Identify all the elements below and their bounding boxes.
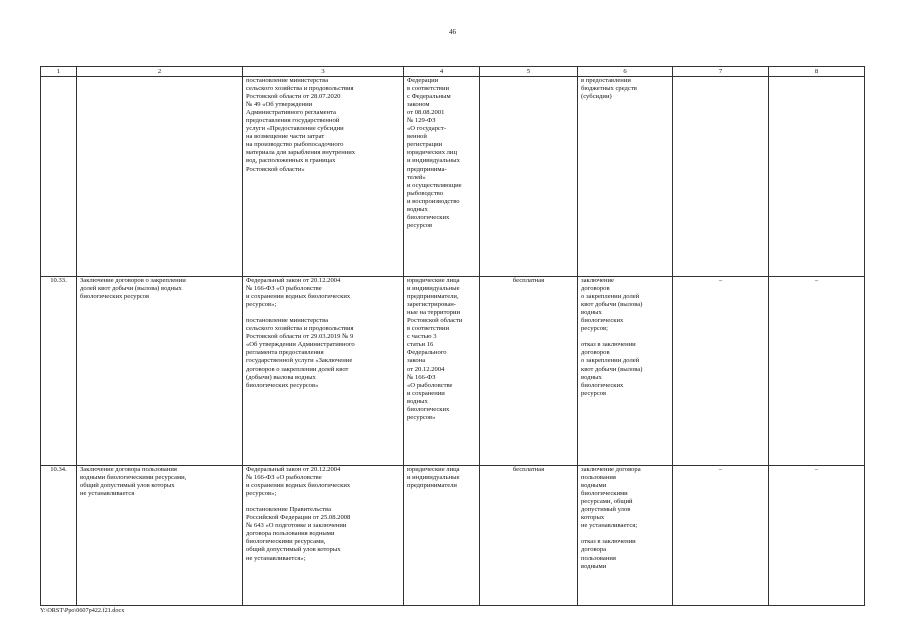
table-row	[41, 277, 865, 466]
legal-basis-cell: постановление министерства сельского хозяйства и продовольствия Ростовской области от 28.07.2020 № 49 «Об утверждении Административного регламента предоставления государственной услуги «Предоставление субсидии на возмещение части затрат на производство рыбопосадочного материала для зарыбления внутренних вод, расположенных в границах Ростовской области»	[243, 77, 404, 277]
applicants-cell: юридические лица и индивидуальные предприниматели, зарегистрирован- ные на территории Ростовской области в соответствии с частью 3 статьи 16 Федерального закона от 20.12.2004 № 166-ФЗ «О рыболовстве и сохранении водных биологических ресурсов»	[404, 277, 480, 466]
column-7-cell: –	[673, 277, 769, 466]
fee-cell: бесплатная	[480, 277, 578, 466]
column-number: 2	[77, 67, 243, 77]
column-7-cell	[673, 77, 769, 277]
column-7-cell: –	[673, 466, 769, 606]
service-name-cell: Заключение договора пользования водными биологическими ресурсами, общий допустимый улов которых не устанавливается	[77, 466, 243, 606]
service-name-cell	[77, 77, 243, 277]
column-8-cell: –	[769, 466, 865, 606]
applicants-cell: юридические лица и индивидуальные предприниматели	[404, 466, 480, 606]
column-number: 6	[578, 67, 673, 77]
table-row	[41, 466, 865, 606]
result-cell: в предоставлении бюджетных средств (субсидии)	[578, 77, 673, 277]
column-number: 5	[480, 67, 578, 77]
column-number: 8	[769, 67, 865, 77]
registry-table	[40, 66, 865, 606]
column-8-cell	[769, 77, 865, 277]
column-number: 7	[673, 67, 769, 77]
column-number-row	[41, 67, 865, 77]
table-row	[41, 77, 865, 277]
service-name-cell: Заключение договоров о закреплении долей квот добычи (вылова) водных биологических ресурсов	[77, 277, 243, 466]
fee-cell	[480, 77, 578, 277]
column-number: 4	[404, 67, 480, 77]
column-number: 1	[41, 67, 77, 77]
legal-basis-cell: Федеральный закон от 20.12.2004 № 166-ФЗ «О рыболовстве и сохранении водных биологических ресурсов»; постановление Правительства Российской Федерации от 25.08.2008 № 643 «О подготовке и заключении договора пользования водными биологическими ресурсами, общий допустимый улов которых не устанавливается»;	[243, 466, 404, 606]
column-8-cell: –	[769, 277, 865, 466]
row-number-cell: 10.33.	[41, 277, 77, 466]
file-path-footer: Y:\ORST\Ppo\0607p422.f21.docx	[40, 607, 125, 614]
row-number-cell: 10.34.	[41, 466, 77, 606]
legal-basis-cell: Федеральный закон от 20.12.2004 № 166-ФЗ «О рыболовстве и сохранении водных биологических ресурсов»; постановление министерства сельского хозяйства и продовольствия Ростовской области от 29.03.2019 № 9 «Об утверждении Административного регламента предоставления государственной услуги «Заключение договоров о закреплении долей квот (добычи) вылова водных биологических ресурсов»	[243, 277, 404, 466]
result-cell: заключение договоров о закреплении долей квот добычи (вылова) водных биологических ресурсов; отказ в заключении договоров о закреплении долей квот добычи (вылова) водных биологических ресурсов	[578, 277, 673, 466]
page-number: 46	[449, 28, 456, 36]
result-cell: заключение договора пользования водными биологическими ресурсами, общий допустимый улов которых не устанавливается; отказ в заключении договора пользования водными	[578, 466, 673, 606]
applicants-cell: Федерации в соответствии с Федеральным законом от 08.08.2001 № 129-ФЗ «О государст- венной регистрации юридических лиц и индивидуальных предпринима- телей» и осуществляющие рыбоводство и воспроизводство водных биологических ресурсов	[404, 77, 480, 277]
fee-cell: бесплатная	[480, 466, 578, 606]
row-number-cell	[41, 77, 77, 277]
column-number: 3	[243, 67, 404, 77]
